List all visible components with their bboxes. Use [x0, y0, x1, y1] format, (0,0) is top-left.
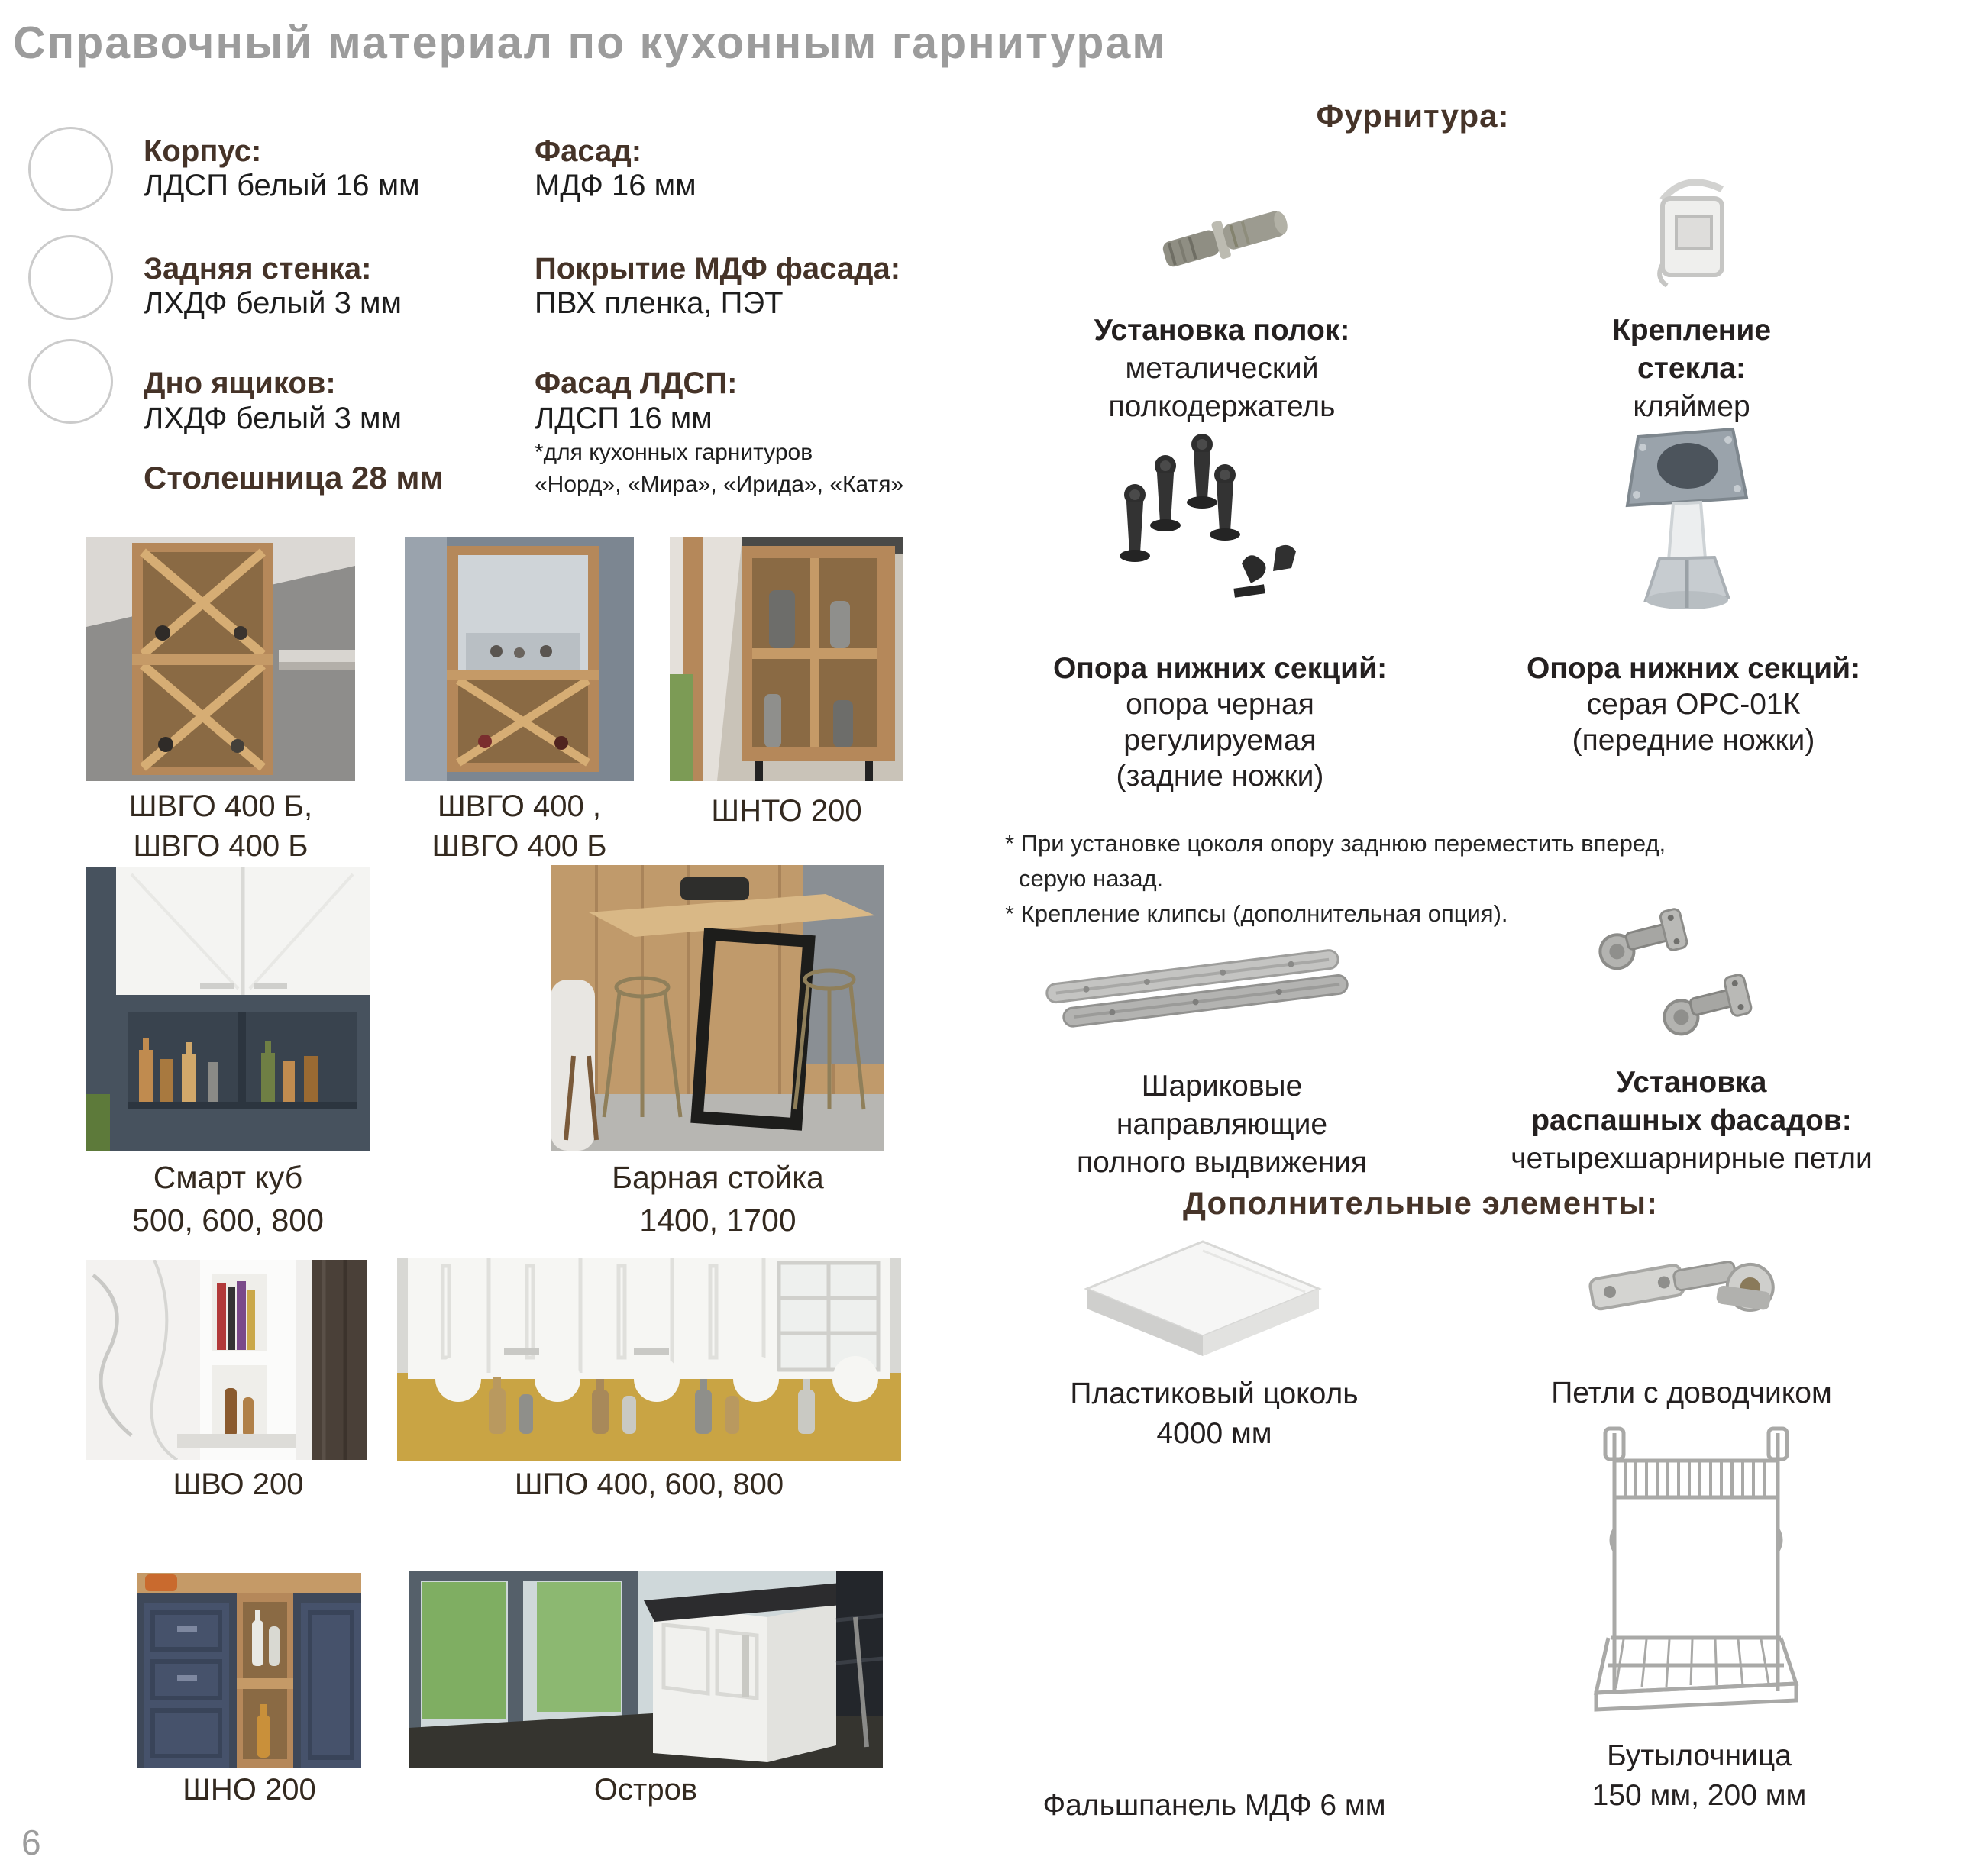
spec-ldsp-note-2: «Норд», «Мира», «Ирида», «Катя»	[535, 472, 904, 497]
punch-hole-circle	[28, 235, 113, 320]
caption-shvgo-400b: ШВГО 400 Б, ШВГО 400 Б	[128, 789, 313, 863]
page-title: Справочный материал по кухонным гарнитурам	[13, 18, 1167, 68]
four-hinge-pair-icon	[1588, 905, 1763, 1061]
caption-shvo-200: ШВО 200	[173, 1468, 304, 1501]
bottle-rack-label: Бутылочница 150 мм, 200 мм	[1592, 1739, 1807, 1812]
slides-label: Шариковые направляющие полного выдвижения	[1076, 1070, 1368, 1179]
support-gray-label: Опора нижних секций: серая ОРС-01К (передние ножки)	[1526, 652, 1861, 757]
photo-shpo	[397, 1258, 901, 1461]
photo-smart-cube	[86, 867, 370, 1151]
punch-hole-circle	[28, 339, 113, 424]
ball-bearing-slides-icon	[1042, 941, 1353, 1044]
spec-fasad-value: МДФ 16 мм	[535, 169, 696, 202]
glass-mount-label: Крепление стекла: кляймер	[1611, 314, 1772, 423]
shelf-pin-icon	[1149, 189, 1300, 289]
caption-shpo: ШПО 400, 600, 800	[514, 1468, 784, 1501]
photo-bar-stand	[551, 865, 884, 1151]
caption-shvgo-400: ШВГО 400 , ШВГО 400 Б	[431, 789, 607, 863]
plinth-label: Пластиковый цоколь 4000 мм	[1070, 1377, 1359, 1450]
soft-close-label: Петли с доводчиком	[1551, 1377, 1832, 1409]
spec-ldsp-note-1: *для кухонных гарнитуров	[535, 440, 813, 465]
page-number: 6	[21, 1823, 41, 1862]
caption-bar-stand: Барная стойка 1400, 1700	[612, 1160, 824, 1238]
hardware-section-title: Фурнитура:	[1316, 98, 1510, 134]
caption-shnto-200: ШНТО 200	[711, 794, 862, 828]
spec-coating-value: ПВХ пленка, ПЭТ	[535, 286, 784, 320]
spec-korpus-value: ЛДСП белый 16 мм	[144, 169, 420, 202]
plinth-notes: * При установке цоколя опору заднюю переместить вперед, серую назад. * Крепление клипсы (дополнительная опция).	[1005, 830, 1666, 927]
photo-island	[409, 1571, 883, 1768]
caption-shno-200: ШНО 200	[183, 1773, 316, 1807]
spec-fasad-ldsp-value: ЛДСП 16 мм	[535, 402, 713, 435]
spec-worktop: Столешница 28 мм	[144, 460, 444, 496]
photo-shvgo-400b-pair	[86, 537, 355, 781]
shelf-install-label: Установка полок: металический полкодержатель	[1094, 314, 1350, 423]
spec-coating-label: Покрытие МДФ фасада:	[535, 252, 901, 286]
false-panel-label: Фальшпанель МДФ 6 мм	[1042, 1789, 1386, 1822]
support-black-label: Опора нижних секций: опора черная регулируемая (задние ножки)	[1052, 652, 1388, 793]
photo-shvo-200	[86, 1260, 367, 1460]
spec-drawer-value: ЛХДФ белый 3 мм	[144, 402, 402, 435]
spec-fasad-label: Фасад:	[535, 134, 642, 168]
spec-back-label: Задняя стенка:	[144, 252, 372, 286]
photo-shvgo-400-pair	[405, 537, 634, 781]
hinged-facades-label: Установка распашных фасадов: четырехшарнирные петли	[1511, 1066, 1873, 1175]
plastic-plinth-icon	[1081, 1237, 1325, 1367]
bottle-rack-icon	[1578, 1424, 1815, 1733]
soft-close-hinge-icon	[1578, 1225, 1803, 1371]
extras-section-title: Дополнительные элементы:	[1183, 1185, 1658, 1221]
glass-clamp-icon	[1637, 166, 1743, 298]
black-leg-supports-icon	[1120, 434, 1314, 609]
spec-back-value: ЛХДФ белый 3 мм	[144, 286, 402, 320]
photo-shnto-200	[670, 537, 903, 781]
spec-fasad-ldsp-label: Фасад ЛДСП:	[535, 366, 738, 400]
caption-island: Остров	[593, 1773, 698, 1807]
gray-leg-support-icon	[1617, 425, 1754, 614]
caption-smart-cube: Смарт куб 500, 600, 800	[132, 1160, 324, 1238]
punch-hole-circle	[28, 127, 113, 211]
photo-shno-200	[137, 1573, 361, 1768]
spec-drawer-label: Дно ящиков:	[144, 366, 336, 400]
spec-korpus-label: Корпус:	[144, 134, 262, 168]
